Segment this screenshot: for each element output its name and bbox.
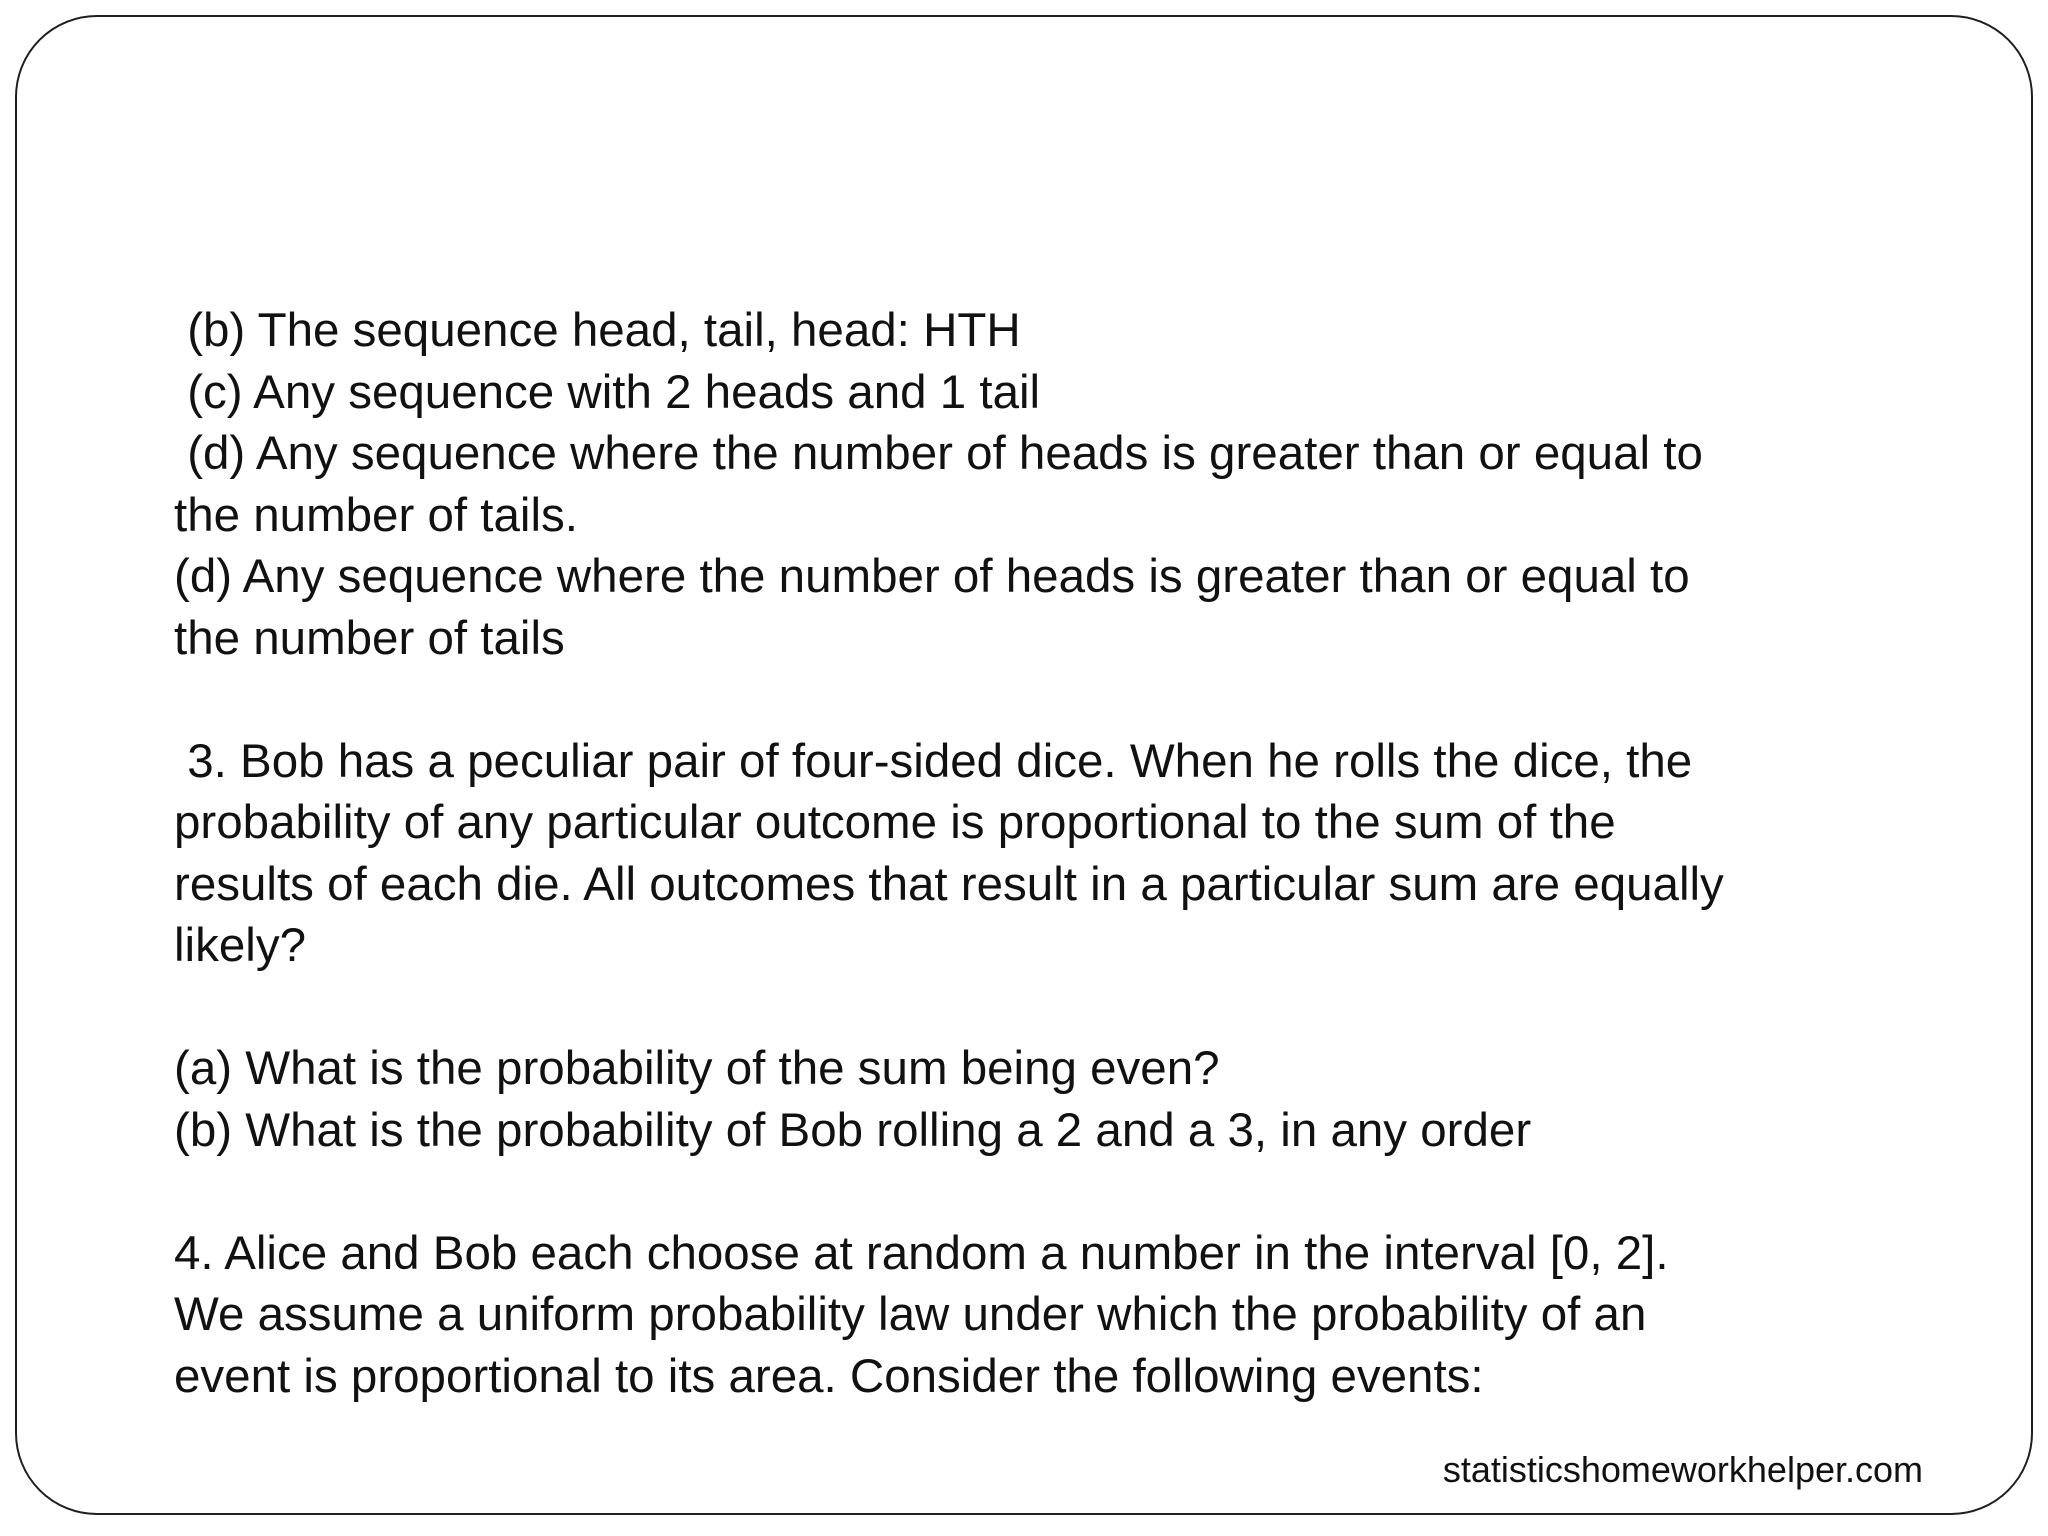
text-line: (b) What is the probability of Bob rolling a 2 and a 3, in any order xyxy=(174,1103,1532,1157)
text-line: (b) The sequence head, tail, head: HTH xyxy=(174,304,1021,357)
blank-line xyxy=(174,1161,1894,1223)
text-line: 4. Alice and Bob each choose at random a number in the interval [0, 2]. xyxy=(174,1226,1669,1280)
slide-frame xyxy=(15,15,2033,1515)
text-line: event is proportional to its area. Consider the following events: xyxy=(174,1349,1484,1403)
footer-website: statisticshomeworkhelper.com xyxy=(1442,1449,1923,1490)
text-line: the number of tails xyxy=(174,611,565,665)
blank-line xyxy=(174,669,1894,731)
text-line: (c) Any sequence with 2 heads and 1 tail xyxy=(174,365,1041,419)
text-line: results of each die. All outcomes that result in a particular sum are equally xyxy=(174,857,1724,911)
text-line: 3. Bob has a peculiar pair of four-sided dice. When he rolls the dice, the xyxy=(174,734,1693,788)
blank-line xyxy=(174,977,1894,1039)
text-line: probability of any particular outcome is proportional to the sum of the xyxy=(174,796,1616,849)
text-line: We assume a uniform probability law under which the probability of an xyxy=(174,1288,1647,1341)
text-line: (a) What is the probability of the sum being even? xyxy=(174,1042,1220,1095)
text-line: (d) Any sequence where the number of heads is greater than or equal to xyxy=(174,550,1690,603)
slide-body-text xyxy=(174,300,1894,1407)
text-line: (d) Any sequence where the number of heads is greater than or equal to xyxy=(174,427,1703,480)
text-line: the number of tails. xyxy=(174,488,578,542)
text-line: likely? xyxy=(174,919,306,972)
